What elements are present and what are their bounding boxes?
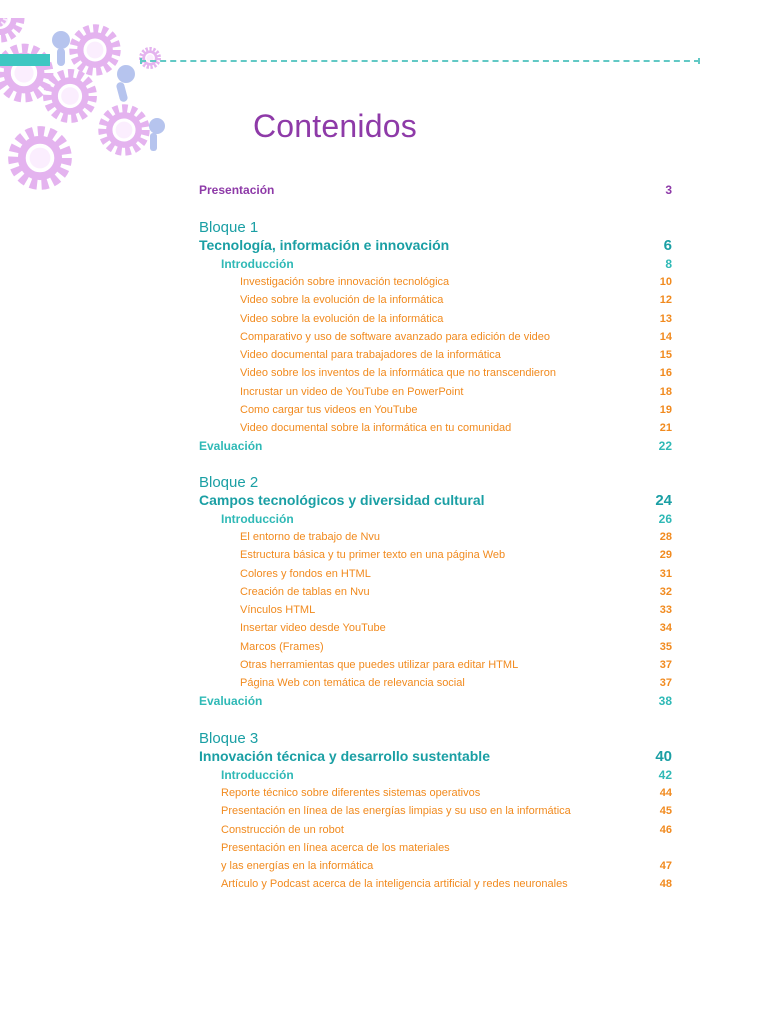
page-number: 32 (659, 585, 672, 598)
toc-item-label: Otras herramientas que puedes utilizar para editar HTML (240, 658, 519, 671)
toc-item-label: Video sobre los inventos de la informática que no transcendieron (240, 367, 556, 380)
page-number: 44 (659, 787, 672, 799)
toc-item-label: Presentación en línea acerca de los materiales (221, 841, 450, 854)
toc-item[interactable] (221, 860, 672, 872)
toc-presentacion-label: Presentación (199, 183, 275, 197)
page-number: 38 (658, 694, 672, 708)
toc-bloque-label-label: Bloque 1 (199, 219, 259, 236)
toc-item-label: Como cargar tus videos en YouTube (240, 403, 418, 416)
page-number: 46 (659, 823, 672, 836)
toc-bloque-label-label: Bloque 2 (199, 474, 259, 491)
toc-item[interactable] (221, 787, 672, 799)
toc-item-label: Estructura básica y tu primer texto en una página Web (240, 549, 506, 562)
toc-item[interactable] (240, 331, 672, 343)
toc-bloque-label[interactable] (199, 474, 672, 491)
toc-item-label: Construcción de un robot (221, 823, 344, 836)
toc-bloque-title[interactable] (199, 748, 672, 765)
toc-item-label: y las energías en la informática (221, 860, 374, 872)
page-number: 29 (659, 549, 672, 562)
toc-item-label: Vínculos HTML (240, 604, 316, 616)
toc-item-label: Insertar video desde YouTube (240, 622, 386, 635)
page-number: 6 (663, 237, 672, 254)
toc-item[interactable] (240, 531, 672, 543)
toc-item-label: Video documental para trabajadores de la informática (240, 349, 501, 361)
toc-item-label: Video sobre la evolución de la informática (240, 312, 444, 325)
toc-item[interactable] (240, 404, 672, 416)
toc-presentacion[interactable] (199, 183, 672, 197)
toc-item-label: Investigación sobre innovación tecnológica (240, 276, 450, 288)
toc-bloque-label[interactable] (199, 219, 672, 236)
page-number: 24 (655, 492, 672, 509)
toc-item-label: Presentación en línea de las energías limpias y su uso en la informática (221, 805, 571, 818)
page-number: 28 (659, 531, 672, 543)
toc-item-label: Marcos (Frames) (240, 640, 324, 653)
page-number: 45 (659, 805, 672, 818)
page-number: 15 (659, 349, 672, 361)
toc-item[interactable] (240, 568, 672, 580)
toc-item[interactable] (240, 659, 672, 671)
toc-bloque-title[interactable] (199, 492, 672, 509)
toc-item-label: Colores y fondos en HTML (240, 567, 371, 580)
toc-bloque-title[interactable] (199, 237, 672, 254)
page-number: 26 (658, 512, 672, 526)
toc-item[interactable] (240, 677, 672, 689)
toc-evaluacion-label: Evaluación (199, 439, 263, 453)
page-number: 37 (659, 677, 672, 689)
toc-item-label: El entorno de trabajo de Nvu (240, 531, 381, 543)
page-number: 34 (659, 622, 672, 635)
toc-evaluacion[interactable] (199, 694, 672, 708)
toc-introduccion-label: Introducción (221, 257, 294, 271)
toc-item[interactable] (240, 349, 672, 361)
toc-item[interactable] (221, 878, 672, 890)
page-number: 47 (659, 860, 672, 872)
toc-item-label: Video sobre la evolución de la informática (240, 294, 444, 307)
toc-item[interactable] (240, 549, 672, 561)
toc-item[interactable] (221, 805, 672, 817)
toc-evaluacion-label: Evaluación (199, 694, 263, 708)
toc-item[interactable] (240, 586, 672, 598)
toc-introduccion-label: Introducción (221, 512, 294, 526)
page-number: 18 (659, 385, 672, 398)
page-number: 22 (658, 439, 672, 453)
toc-item[interactable] (240, 641, 672, 653)
page-number: 42 (658, 768, 672, 782)
page-number: 3 (665, 183, 672, 197)
page-number: 21 (659, 422, 672, 434)
page-number: 48 (659, 878, 672, 891)
toc-item[interactable] (221, 842, 672, 854)
toc-bloque-title-label: Campos tecnológicos y diversidad cultural (199, 492, 485, 508)
page-title: Contenidos (253, 108, 417, 144)
page-number: 19 (659, 403, 672, 416)
toc-item[interactable] (240, 622, 672, 634)
toc-item[interactable] (240, 604, 672, 616)
toc-introduccion-label: Introducción (221, 768, 294, 782)
page-number: 14 (659, 330, 672, 343)
toc-item[interactable] (240, 276, 672, 288)
toc-introduccion[interactable] (221, 512, 672, 526)
toc-introduccion[interactable] (221, 257, 672, 271)
toc-introduccion[interactable] (221, 768, 672, 782)
toc-item-label: Comparativo y uso de software avanzado para edición de video (240, 330, 551, 343)
toc-item-label: Creación de tablas en Nvu (240, 585, 370, 598)
page-number: 33 (659, 604, 672, 616)
toc-bloque-title-label: Innovación técnica y desarrollo sustentable (199, 748, 490, 764)
page-number: 40 (655, 748, 672, 765)
toc-bloque-label-label: Bloque 3 (199, 730, 259, 747)
toc-item-label: Página Web con temática de relevancia social (240, 677, 465, 689)
toc-item-label: Artículo y Podcast acerca de la inteligencia artificial y redes neuronales (221, 878, 568, 891)
page-number: 8 (665, 257, 672, 271)
page-number: 13 (659, 312, 672, 325)
page-number: 10 (659, 276, 672, 288)
page-number: 12 (659, 294, 672, 307)
page-number: 31 (659, 567, 672, 580)
toc-item[interactable] (240, 422, 672, 434)
toc-item[interactable] (240, 313, 672, 325)
page-number: 35 (659, 640, 672, 653)
toc-evaluacion[interactable] (199, 439, 672, 453)
page-number: 16 (659, 367, 672, 380)
toc-item[interactable] (240, 294, 672, 306)
page-number: 37 (659, 658, 672, 671)
toc-item-label: Incrustar un video de YouTube en PowerPoint (240, 385, 464, 398)
toc-item[interactable] (240, 367, 672, 379)
toc-bloque-label[interactable] (199, 730, 672, 747)
toc-item-label: Reporte técnico sobre diferentes sistemas operativos (221, 787, 481, 799)
toc-item[interactable] (240, 386, 672, 398)
toc-item[interactable] (221, 824, 672, 836)
toc-item-label: Video documental sobre la informática en tu comunidad (240, 422, 512, 434)
toc-bloque-title-label: Tecnología, información e innovación (199, 237, 450, 253)
